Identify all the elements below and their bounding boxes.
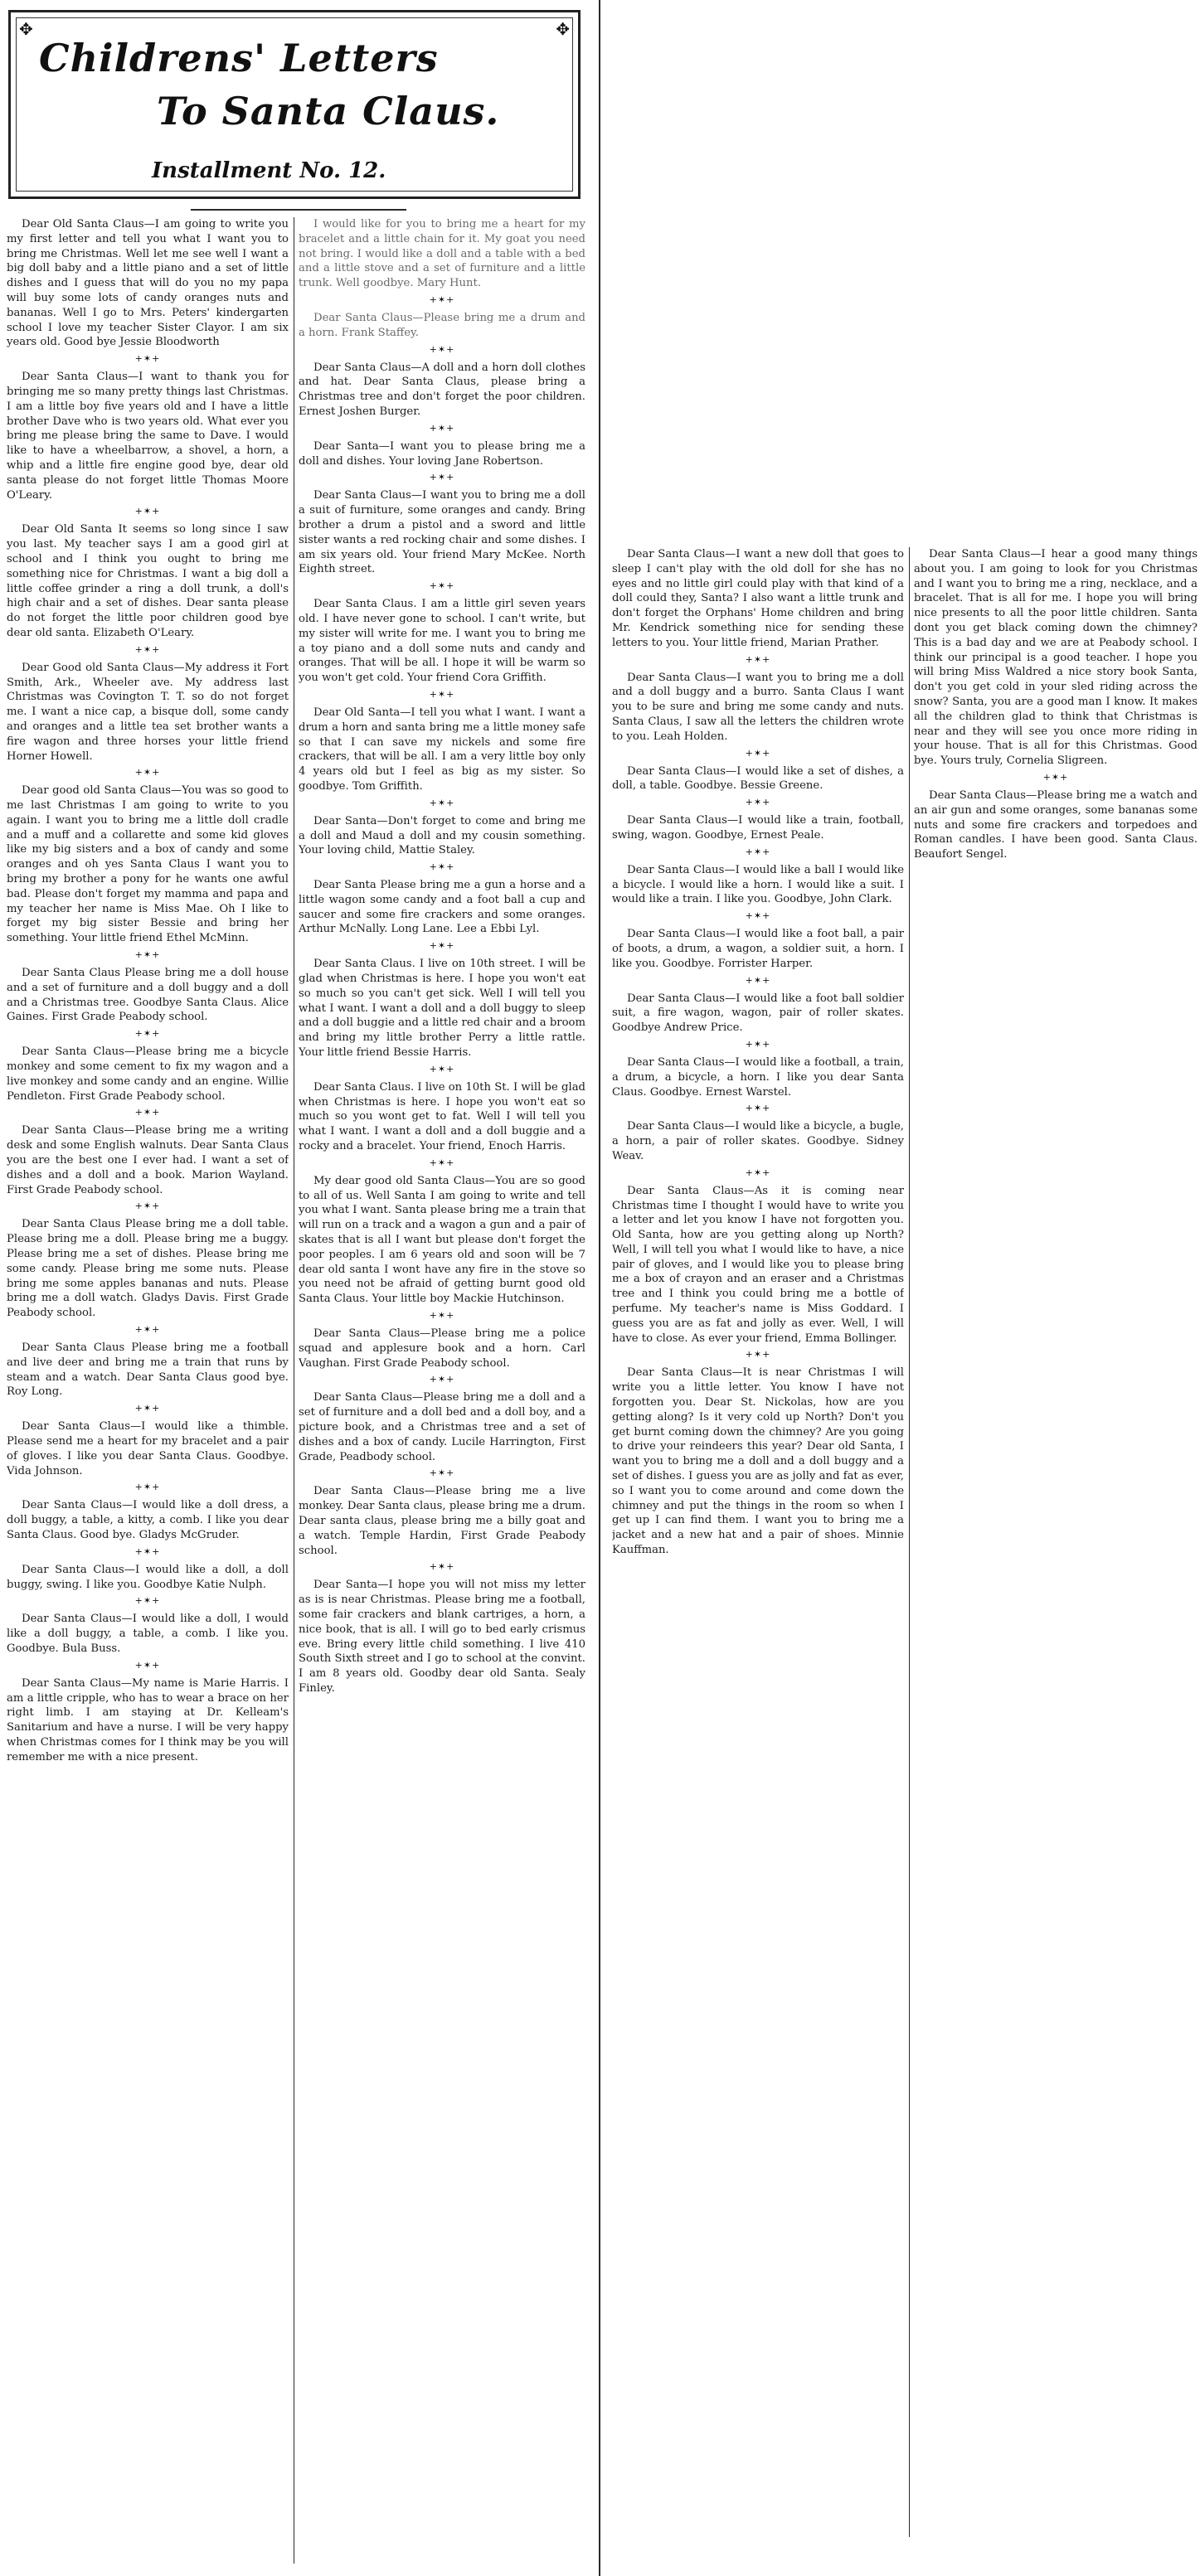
- letter-paragraph: Dear Santa Claus. I live on 10th St. I will be glad when Christmas is here. I hope you won't eat so much so you wont get to fat. Well I will tell you what I want. I want a doll and a doll buggie and a rocky and a bracelet. Your friend, Enoch Harris.: [299, 1080, 585, 1153]
- letter-separator: +✶+: [745, 910, 771, 922]
- letter-separator: +✶+: [134, 506, 161, 517]
- letter-paragraph: Dear Santa Claus—I would like a doll, a doll buggy, swing. I like you. Goodbye Katie Nulph.: [7, 1563, 289, 1591]
- letter-paragraph: Dear Santa Claus Please bring me a doll table. Please bring me a doll. Please bring me a buggy. Please bring me a set of dishes. Please bring me some candy. Please bring me some nuts. Please bring me some apples bananas and nuts. Please bring me a doll watch. Gladys Davis. First Grade Peabody school.: [7, 1218, 289, 1320]
- letter-paragraph: Dear Santa Claus—I would like a set of dishes, a doll, a table. Goodbye. Bessie Greene.: [612, 764, 904, 793]
- letter-separator: +✶+: [429, 293, 455, 305]
- letter-paragraph: Dear Santa Claus—Please bring me a police squad and applesure book and a horn. Carl Vaughan. First Grade Peabody school.: [299, 1327, 585, 1370]
- letter-paragraph: Dear Santa Claus—As it is coming near Christmas time I thought I would have to write you a letter and let you know I have not forgotten you. Old Santa, how are you getting along up North? Well, I will tell you what I would like to have, a nice pair of gloves, and I would like you to please bring me a box of crayon and an eraser and a Christmas tree and I think you could bring me a bottle of perfume. My teacher's name is Miss Goddard. I guess you are as fat and jolly as ever. Well, I will have to close. As ever your friend, Emma Bollinger.: [612, 1184, 904, 1345]
- letter-separator: +✶+: [429, 1063, 455, 1075]
- letter-paragraph: Dear Santa Claus—I would like a football, a train, a drum, a bicycle, a horn. I like you dear Santa Claus. Goodbye. Ernest Warstel.: [612, 1055, 904, 1099]
- letter-separator: +✶+: [134, 1028, 161, 1040]
- page-fold-rule: [599, 0, 600, 2576]
- letter-paragraph: Dear Santa Claus—I would like a foot ball, a pair of boots, a drum, a wagon, a soldier suit, a horn. I like you. Goodbye. Forrister Harper.: [612, 928, 904, 970]
- letter-paragraph: Dear Santa Claus—A doll and a horn doll clothes and hat. Dear Santa Claus, please bring a Christmas tree and don't forget the poor children. Ernest Joshen Burger.: [299, 361, 585, 418]
- ornament-icon: ✥: [19, 19, 33, 39]
- letter-separator: +✶+: [429, 1561, 455, 1573]
- letter-separator: +✶+: [745, 1167, 771, 1178]
- letter-paragraph: Dear Santa Claus Please bring me a football and live deer and bring me a train that runs by steam and a watch. Dear Santa Claus good bye. Roy Long.: [7, 1341, 289, 1399]
- column-4: [914, 547, 1198, 866]
- letter-separator: +✶+: [134, 1201, 161, 1212]
- letter-separator: +✶+: [134, 1659, 161, 1671]
- letter-paragraph: Dear Santa Claus—I want to thank you for bringing me so many pretty things last Christmas. I am a little boy five years old and I have a little brother Dave who is two years old. What ever you bring me please bring the same to Dave. I would like to have a wheelbarrow, a shovel, a horn, a whip and a little fire engine good bye, dear old santa please do not forget little Thomas Moore O'Leary.: [7, 371, 289, 502]
- letter-separator: +✶+: [745, 846, 771, 857]
- letter-paragraph: Dear Santa Please bring me a gun a horse and a little wagon some candy and a foot ball a cup and saucer and some fire crackers and some oranges. Arthur McNally. Long Lane. Lee a Ebbi Lyl.: [299, 879, 585, 936]
- letter-paragraph: Dear Santa Claus—Please bring me a writing desk and some English walnuts. Dear Santa Claus you are the best one I ever had. I want a set of dishes and a doll and a book. Marion Wayland. First Grade Peabody school.: [7, 1124, 289, 1196]
- letter-separator: +✶+: [745, 974, 771, 986]
- letter-paragraph: Dear Santa—I want you to please bring me a doll and dishes. Your loving Jane Robertson.: [299, 439, 585, 468]
- letter-paragraph: Dear Santa—Don't forget to come and bring me a doll and Maud a doll and my cousin something. Your loving child, Mattie Staley.: [299, 814, 585, 857]
- letter-paragraph: Dear Santa Claus—I want you to bring me a doll and a doll buggy and a burro. Santa Claus I want you to be sure and bring me some candy and nuts. Santa Claus, I saw all the letters the children wrote to you. Leah Holden.: [612, 671, 904, 743]
- letter-paragraph: Dear Santa Claus—I want a new doll that goes to sleep I can't play with the old doll for she has no eyes and no little girl could play with that kind of a doll could they, Santa? I also want a little trunk and don't forget the Orphans' Home children and bring Mr. Kendrick something nice for sending these letters to you. Your little friend, Marian Prather.: [612, 548, 904, 649]
- column-1: [7, 217, 289, 1768]
- letter-paragraph: Dear Santa Claus—I want you to bring me a doll a suit of furniture, some oranges and candy. Bring brother a drum a pistol and a sword and little sister wants a red rocking chair and some dishes. I am six years old. Your friend Mary McKee. North Eighth street.: [299, 489, 585, 576]
- column-rule: [909, 547, 910, 2537]
- letter-paragraph: Dear Good old Santa Claus—My address it Fort Smith, Ark., Wheeler ave. My address last Christmas was Covington T. T. so do not forget me. I want a nice cap, a bisque doll, some candy and oranges and a little tea set brother wants a fire wagon and three horses your little friend Horner Howell.: [7, 661, 289, 763]
- installment-subtitle: Installment No. 12.: [152, 158, 386, 183]
- letter-separator: +✶+: [429, 1157, 455, 1168]
- letter-separator: +✶+: [429, 580, 455, 592]
- letter-separator: +✶+: [429, 797, 455, 808]
- letter-separator: +✶+: [134, 1107, 161, 1118]
- letter-separator: +✶+: [745, 747, 771, 759]
- letter-paragraph: Dear Santa Claus. I am a little girl seven years old. I have never gone to school. I can't write, but my sister will write for me. I want you to bring me a toy piano and a doll some nuts and candy and oranges. That will be all. I hope it will be warm so you won't get cold. Your friend Cora Griffith.: [299, 598, 585, 685]
- letter-paragraph: Dear Santa Claus—I would like a doll dress, a doll buggy, a table, a kitty, a comb. I like you dear Santa Claus. Good bye. Gladys McGruder.: [7, 1499, 289, 1541]
- letter-paragraph: Dear Santa Claus—I would like a train, football, swing, wagon. Goodbye, Ernest Peale.: [612, 814, 904, 842]
- letter-paragraph: Dear Santa Claus—I would like a foot ball soldier suit, a fire wagon, wagon, pair of roller skates. Goodbye Andrew Price.: [612, 992, 904, 1035]
- letter-paragraph: Dear Santa Claus—Please bring me a live monkey. Dear Santa claus, please bring me a drum. Dear santa claus, please bring me a billy goat and a watch. Temple Hardin, First Grade Peabody school.: [299, 1485, 585, 1557]
- letter-separator: +✶+: [745, 653, 771, 665]
- letter-paragraph: Dear Santa Claus—Please bring me a doll and a set of furniture and a doll bed and a doll boy, and a picture book, and a Christmas tree and a set of dishes and a box of candy. Lucile Harrington, First Grade, Peadbody school.: [299, 1391, 585, 1463]
- letter-separator: +✶+: [134, 949, 161, 961]
- letter-separator: +✶+: [429, 422, 455, 434]
- column-2: [299, 217, 585, 1700]
- letter-paragraph: Dear Santa Claus Please bring me a doll house and a set of furniture and a doll buggy and a doll and a Christmas tree. Goodbye Santa Claus. Alice Gaines. First Grade Peabody school.: [7, 967, 289, 1024]
- letter-paragraph: Dear Old Santa Claus—I am going to write you my first letter and tell you what I want you to bring me Christmas. Well let me see well I want a big doll baby and a little piano and a set of little dishes and I guess that will do you no my papa will buy some lots of candy oranges nuts and bananas. Well I go to Mrs. Peters' kindergarten school I love my teacher Sister Clayor. I am six years old. Good bye Jessie Bloodworth: [7, 218, 289, 349]
- letter-separator: +✶+: [745, 797, 771, 808]
- letter-separator: +✶+: [1042, 771, 1069, 783]
- ornament-icon: ✥: [556, 19, 570, 39]
- letter-paragraph: Dear Santa Claus. I live on 10th street. I will be glad when Christmas is here. I hope you won't eat so much so you can't get sick. Well I will tell you what I want. I want a doll and a doll buggy to sleep and a doll buggie and a little red chair and a broom and bring my little brother Perry a little rattle. Your little friend Bessie Harris.: [299, 958, 585, 1060]
- letter-separator: +✶+: [429, 1467, 455, 1479]
- letter-paragraph: Dear Santa Claus—Please bring me a watch and an air gun and some oranges, some bananas some nuts and some fire crackers and torpedoes and Roman candles. I have been good. Santa Claus. Beaufort Sengel.: [914, 788, 1198, 861]
- letter-separator: +✶+: [429, 472, 455, 483]
- letter-separator: +✶+: [429, 940, 455, 952]
- letter-paragraph: Dear Santa Claus—Please bring me a bicycle monkey and some cement to fix my wagon and a live monkey and some candy and an engine. Willie Pendleton. First Grade Peabody school.: [7, 1045, 289, 1103]
- headline-box: [8, 10, 581, 199]
- letter-separator: +✶+: [745, 1038, 771, 1050]
- letter-paragraph: Dear Santa Claus—It is near Christmas I will write you a little letter. You know I have not forgotten you. Dear St. Nickolas, how are you getting along? Is it very cold up North? Don't you get burnt coming down the chimney? Are you going to drive your reindeers this year? Dear old Santa, I want you to bring me a doll and a doll buggy and a set of dishes. I guess you are as jolly and fat as ever, so I want you to come around and come down the chimney and put the things in the room so when I get up I can find them. I want you to bring me a jacket and a new hat and a pair of shoes. Minnie Kauffman.: [612, 1366, 904, 1557]
- letter-separator: +✶+: [429, 688, 455, 700]
- letter-separator: +✶+: [745, 1349, 771, 1361]
- letter-paragraph: My dear good old Santa Claus—You are so good to all of us. Well Santa I am going to write and tell you what I want. Santa please bring me a train that will run on a track and a wagon a gun and a pair of skates that is all I want but please don't forget the poor peoples. I am 6 years old and soon will be 7 dear old santa I wont have any fire in the stove so you need not be afraid of getting burnt good old Santa Claus. Your little boy Mackie Hutchinson.: [299, 1174, 585, 1306]
- head-rule: [191, 209, 406, 211]
- headline-title-line1: Childrens' Letters: [39, 36, 439, 80]
- letter-separator: +✶+: [429, 1374, 455, 1385]
- letter-separator: +✶+: [134, 1595, 161, 1607]
- letter-separator: +✶+: [134, 1545, 161, 1557]
- letter-separator: +✶+: [134, 643, 161, 655]
- letter-separator: +✶+: [134, 353, 161, 365]
- letter-paragraph: Dear Santa Claus—I would like a doll, I would like a doll buggy, a table, a comb. I like you. Goodbye. Bula Buss.: [7, 1613, 289, 1655]
- letter-paragraph: Dear Santa Claus—I hear a good many things about you. I am going to look for you Christmas and I want you to bring me a ring, necklace, and a bracelet. That is all for me. I hope you will bring nice presents to all the poor little children. Santa dont you get black coming down the chimney? This is a bad day and we are at Peabody school. I think our principal is a good teacher. I hope you will bring Miss Waldred a nice story book Santa, don't you get cold in your sled riding across the snow? Santa, you are a good man I know. It makes all the children glad to think that Christmas is near and they will see you once more riding in your house. That is all for this Christmas. Good bye. Yours truly, Cornelia Sligreen.: [914, 548, 1198, 768]
- letter-paragraph: Dear Santa Claus—I would like a thimble. Please send me a heart for my bracelet and a pair of gloves. I like you dear Santa Claus. Goodbye. Vida Johnson.: [7, 1420, 289, 1477]
- letter-separator: +✶+: [134, 1403, 161, 1414]
- letter-separator: +✶+: [134, 767, 161, 779]
- letter-paragraph: I would like for you to bring me a heart for my bracelet and a little chain for it. My goat you need not bring. I would like a doll and a table with a bed and a little stove and a set of furniture and a little trunk. Well goodbye. Mary Hunt.: [299, 218, 585, 290]
- letter-separator: +✶+: [134, 1324, 161, 1335]
- letter-paragraph: Dear Santa Claus—My name is Marie Harris. I am a little cripple, who has to wear a brace on her right limb. I am staying at Dr. Kelleam's Sanitarium and have a nurse. I will be very happy when Christmas comes for I think may be you will remember me with a nice present.: [7, 1676, 289, 1763]
- letter-paragraph: Dear Old Santa—I tell you what I want. I want a drum a horn and santa bring me a little money safe so that I can save my nickels and some fire crackers, that will be all. I am a very little boy only 4 years old but I feel as big as my sister. So goodbye. Tom Griffith.: [299, 706, 585, 793]
- column-3: [612, 547, 904, 1561]
- letter-paragraph: Dear Santa—I hope you will not miss my letter as is is near Christmas. Please bring me a football, some fair crackers and blank cartriges, a horn, a nice book, that is all. I will go to bed early crismus eve. Bring every little child something. I live 410 South Sixth street and I go to school at the convint. I am 8 years old. Goodby dear old Santa. Sealy Finley.: [299, 1579, 585, 1695]
- letter-paragraph: Dear Old Santa It seems so long since I saw you last. My teacher says I am a good girl at school and I think you ought to bring me something nice for Christmas. I want a big doll a little coffee grinder a ring a doll trunk, a doll's high chair and a set of dishes. Dear santa please do not forget the little poor children good bye dear old santa. Elizabeth O'Leary.: [7, 523, 289, 639]
- letter-separator: +✶+: [429, 343, 455, 355]
- letter-separator: +✶+: [429, 1310, 455, 1322]
- letter-paragraph: Dear good old Santa Claus—You was so good to me last Christmas I am going to write to you again. I want you to bring me a little doll cradle and a muff and a collarette and some kid gloves like my big sisters and a box of candy and some oranges and oh yes Santa Claus I want you to bring my brother a pony for he wants one awful bad. Please don't forget my mamma and papa and my teacher her name is Miss Mae. Oh I like to forget my big sister Bessie and bring her something. Your little friend Ethel McMinn.: [7, 784, 289, 945]
- letter-separator: +✶+: [134, 1482, 161, 1493]
- letter-paragraph: Dear Santa Claus—I would like a bicycle, a bugle, a horn, a pair of roller skates. Goodbye. Sidney Weav.: [612, 1120, 904, 1162]
- headline-title-line2: To Santa Claus.: [157, 89, 500, 133]
- letter-separator: +✶+: [429, 861, 455, 873]
- letter-separator: +✶+: [745, 1103, 771, 1114]
- letter-paragraph: Dear Santa Claus—I would like a ball I would like a bicycle. I would like a horn. I would like a suit. I would like a train. I like you. Goodbye, John Clark.: [612, 863, 904, 906]
- letter-paragraph: Dear Santa Claus—Please bring me a drum and a horn. Frank Staffey.: [299, 311, 585, 339]
